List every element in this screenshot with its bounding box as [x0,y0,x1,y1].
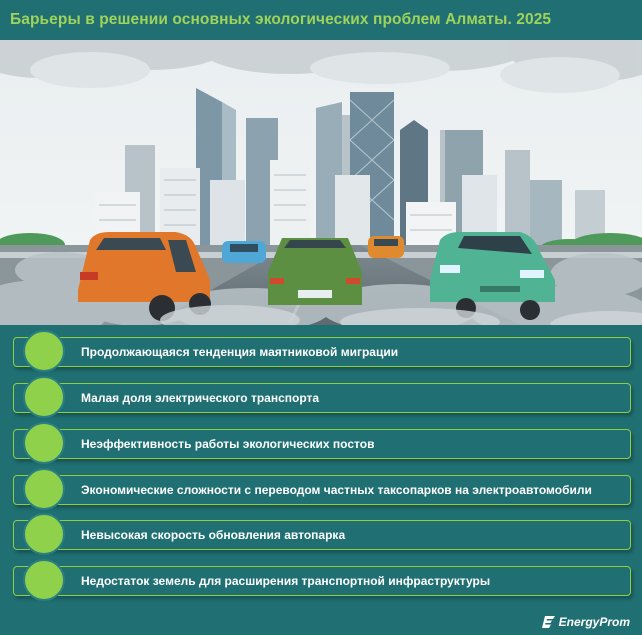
bullet-circle-icon [23,330,65,372]
footer [0,610,642,635]
bullet-circle-icon [23,422,65,464]
list-item-label: Продолжающаяся тенденция маятниковой миграции [81,345,399,359]
list-item [13,566,631,596]
city-traffic-illustration [0,40,642,325]
bullet-circle-icon [23,513,65,555]
page-title: Барьеры в решении основных экологических проблем Алматы. 2025 [10,11,552,28]
list-item-label: Малая доля электрического транспорта [81,391,320,405]
energyprom-logo-icon [542,615,556,629]
list-item [13,429,631,459]
list-item [13,520,631,550]
header [0,0,642,40]
energyprom-logo [542,613,630,631]
bullet-circle-icon [23,559,65,601]
list-item-label: Недостаток земель для расширения транспортной инфраструктуры [81,574,491,588]
list-item [13,383,631,413]
logo-text: EnergyProm [558,615,630,629]
bullet-circle-icon [23,376,65,418]
list-item-label: Экономические сложности с переводом частных таксопарков на электроавтомобили [81,483,592,497]
list-item-label: Неэффективность работы экологических постов [81,437,375,451]
bullet-circle-icon [23,468,65,510]
list-item [13,475,631,505]
barriers-list [0,325,642,610]
list-item-label: Невысокая скорость обновления автопарка [81,528,346,542]
list-item [13,337,631,367]
